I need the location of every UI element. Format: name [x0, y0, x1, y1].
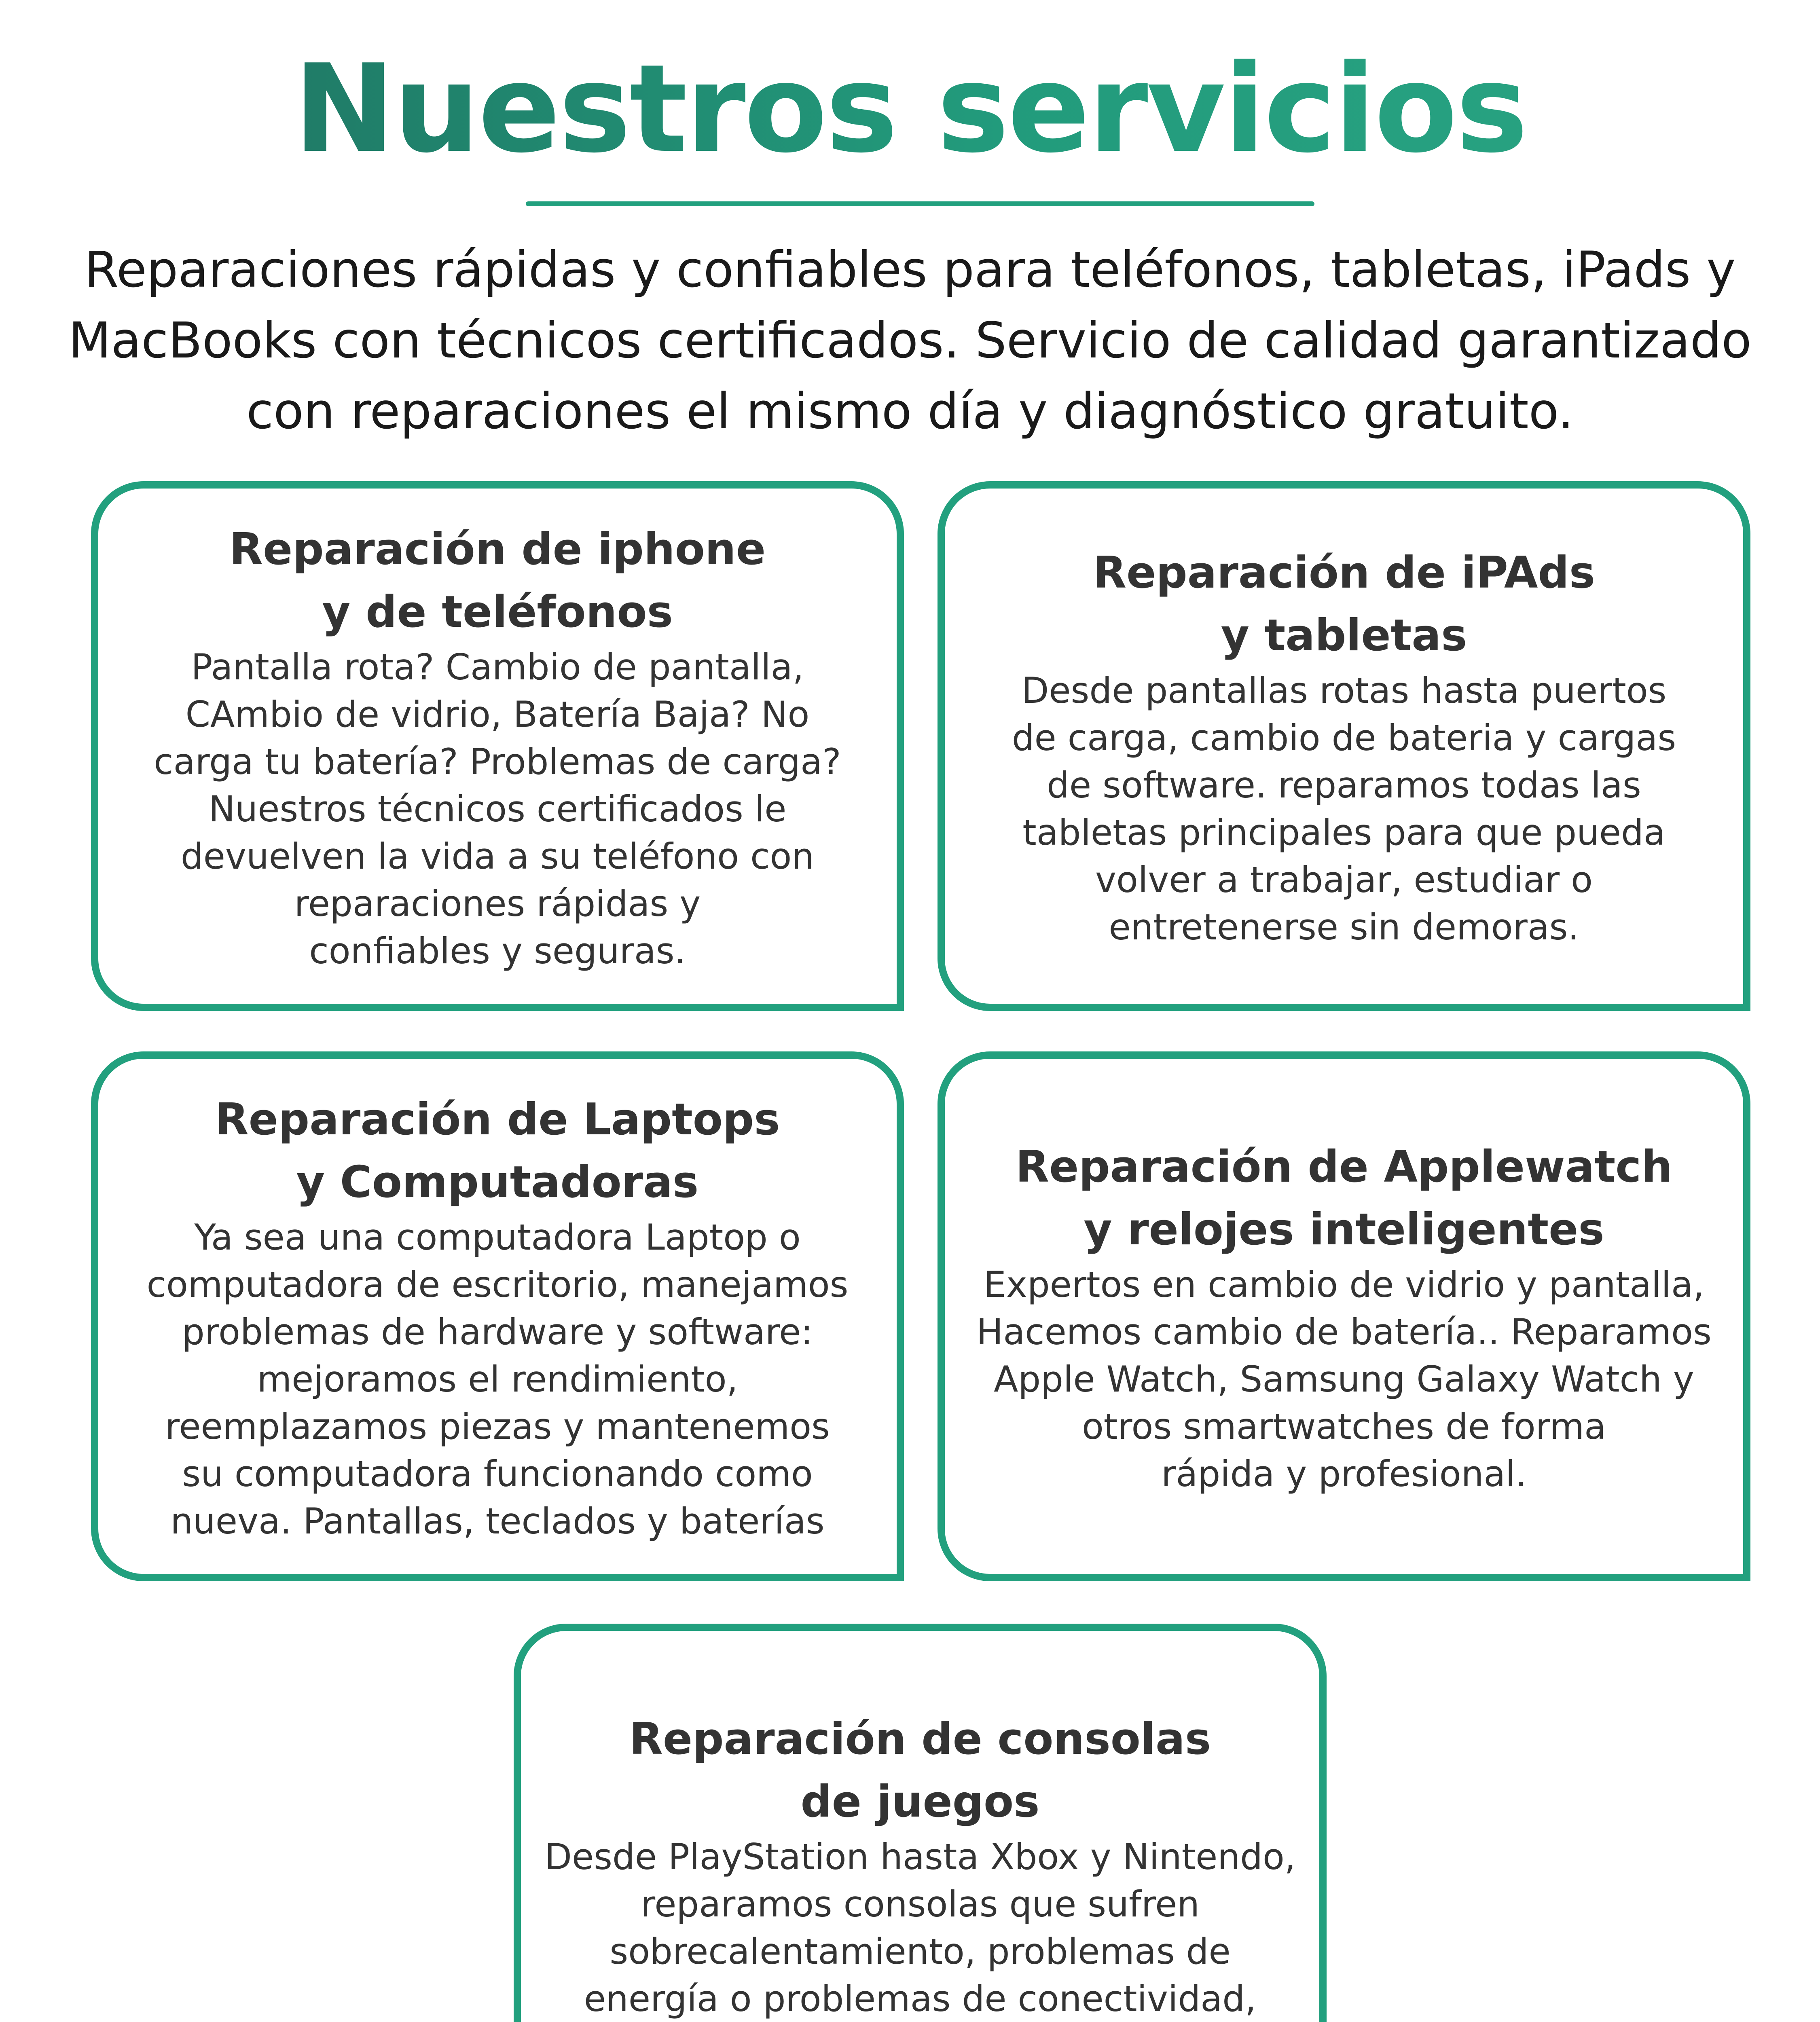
body-line: Apple Watch, Samsung Galaxy Watch y — [994, 1358, 1694, 1400]
body-line: problemas de hardware y software: — [182, 1311, 813, 1353]
body-line: Hacemos cambio de batería.. Reparamos — [976, 1311, 1712, 1353]
body-line: reparamos consolas que sufren — [640, 1883, 1200, 1925]
service-card-title — [629, 1708, 1211, 1833]
body-line: carga tu batería? Problemas de carga? — [154, 740, 841, 783]
title-line: y Computadoras — [296, 1157, 699, 1208]
body-line: devuelven la vida a su teléfono con — [180, 835, 815, 877]
service-card-laptops — [91, 1051, 904, 1581]
service-card-phones — [91, 481, 904, 1011]
service-card-tablets — [938, 481, 1750, 1011]
body-line: nueva. Pantallas, teclados y baterías — [170, 1500, 825, 1542]
body-line: su computadora funcionando como — [182, 1453, 813, 1495]
body-line: volver a trabajar, estudiar o — [1095, 859, 1593, 901]
body-line: mejoramos el rendimiento, — [257, 1358, 738, 1400]
title-line: y relojes inteligentes — [1084, 1204, 1604, 1255]
service-card-description — [147, 1214, 849, 1545]
service-card-description — [1012, 667, 1676, 951]
body-line: computadora de escritorio, manejamos — [146, 1263, 849, 1305]
title-line: Reparación de iPAds — [1092, 548, 1596, 598]
body-line: rápida y profesional. — [1161, 1453, 1527, 1495]
title-line: Reparación de Laptops — [215, 1094, 780, 1145]
body-line: Pantalla rota? Cambio de pantalla, — [191, 646, 804, 688]
service-card-title — [1016, 1136, 1672, 1261]
body-line: sobrecalentamiento, problemas de — [609, 1930, 1231, 1972]
body-line: reparaciones rápidas y — [294, 882, 701, 924]
body-line: entretenerse sin demoras. — [1109, 906, 1579, 948]
title-line: Reparación de Applewatch — [1015, 1141, 1673, 1192]
body-line: reemplazamos piezas y mantenemos — [165, 1405, 830, 1447]
body-line: energía o problemas de conectividad, — [584, 1978, 1257, 2020]
intro-paragraph — [61, 235, 1759, 447]
service-card-description — [976, 1261, 1712, 1497]
service-card-consoles — [514, 1624, 1327, 2022]
service-card-title — [215, 1088, 780, 1214]
title-line: Reparación de iphone — [229, 524, 766, 575]
body-line: tabletas principales para que pueda — [1022, 812, 1666, 853]
title-line: y de teléfonos — [322, 586, 673, 637]
body-line: otros smartwatches de forma — [1081, 1405, 1606, 1447]
title-underline — [526, 201, 1314, 206]
service-card-title — [1093, 541, 1595, 667]
intro-line: con reparaciones el mismo día y diagnóstico gratuito. — [246, 383, 1574, 440]
service-card-description — [154, 643, 841, 975]
page-title: Nuestros servicios — [0, 28, 1820, 190]
body-line: Nuestros técnicos certificados le — [208, 788, 787, 830]
service-card-smartwatches — [938, 1051, 1750, 1581]
intro-line: MacBooks con técnicos certificados. Servicio de calidad garantizado — [68, 312, 1752, 369]
title-line: de juegos — [800, 1776, 1040, 1827]
service-card-description — [544, 1833, 1296, 2022]
body-line: CAmbio de vidrio, Batería Baja? No — [185, 693, 810, 735]
body-line: confiables y seguras. — [309, 930, 686, 972]
body-line: Desde PlayStation hasta Xbox y Nintendo, — [544, 1836, 1296, 1878]
body-line: de carga, cambio de bateria y cargas — [1012, 717, 1676, 759]
title-line: Reparación de consolas — [629, 1713, 1211, 1764]
service-card-title — [229, 518, 766, 643]
title-line: y tabletas — [1221, 610, 1467, 661]
intro-line: Reparaciones rápidas y confiables para teléfonos, tabletas, iPads y — [84, 241, 1736, 298]
body-line: Expertos en cambio de vidrio y pantalla, — [984, 1263, 1704, 1305]
body-line: Desde pantallas rotas hasta puertos — [1021, 670, 1667, 711]
body-line: de software. reparamos todas las — [1047, 764, 1641, 806]
body-line: Ya sea una computadora Laptop o — [194, 1216, 801, 1258]
